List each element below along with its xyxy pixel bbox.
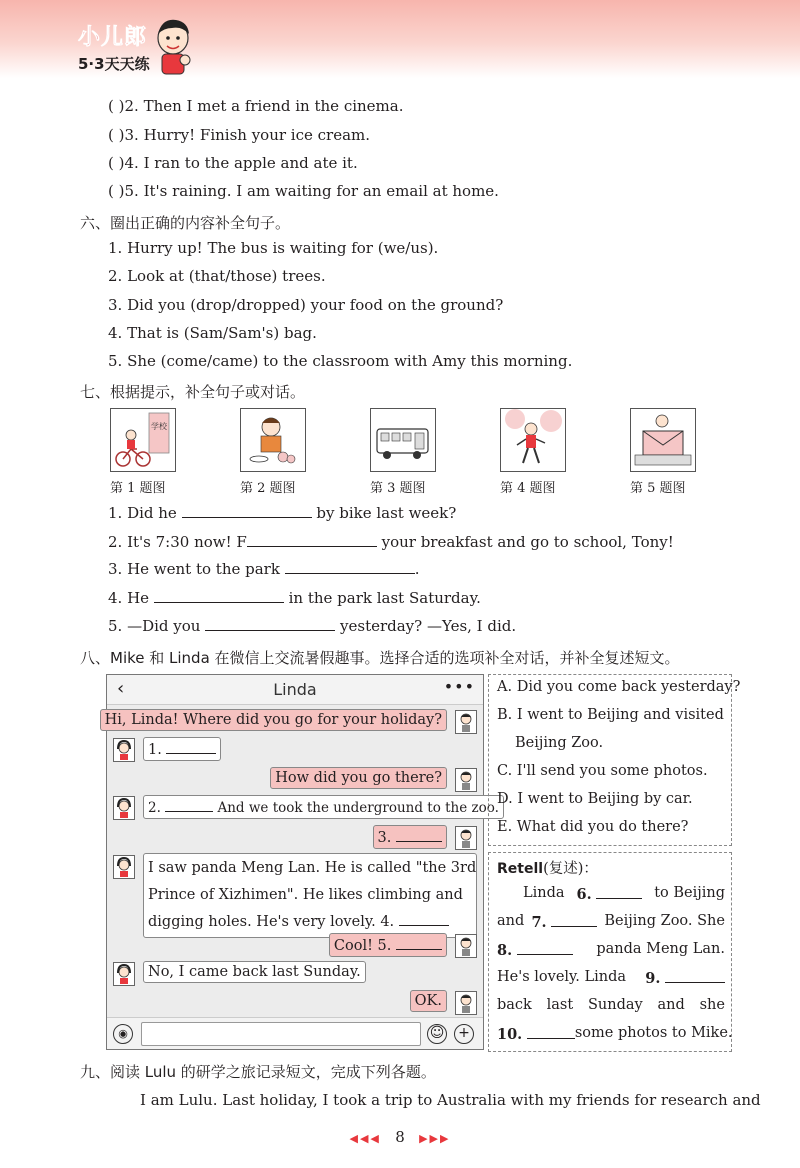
section6-title: 六、圈出正确的内容补全句子。 <box>80 214 291 232</box>
retell-title: Retell(复述)： <box>497 861 598 877</box>
list-item: 4. That is (Sam/Sam's) bag. <box>108 324 317 342</box>
list-item: ( )5. It's raining. I am waiting for an email at home. <box>108 182 499 200</box>
boy-breakfast-icon <box>241 409 304 470</box>
answer-blank[interactable] <box>396 936 442 950</box>
linda-avatar-icon <box>113 962 135 986</box>
list-item: 1. Did he by bike last week? <box>108 504 457 522</box>
mike-avatar-icon <box>455 768 477 792</box>
boy-on-bike-icon <box>111 409 174 470</box>
answer-paren[interactable]: ( ) <box>108 154 125 172</box>
list-item: 1. Hurry up! The bus is waiting for (we/us). <box>108 239 439 257</box>
option-e: E. What did you do there? <box>497 819 689 835</box>
bus-icon <box>371 409 434 470</box>
caption-2: 第 2 题图 <box>240 481 296 496</box>
linda-avatar-icon <box>113 796 135 820</box>
chat-window <box>104 674 499 1050</box>
answer-blank[interactable] <box>247 533 377 547</box>
chat-bubble-mike: OK. <box>410 990 447 1012</box>
retell-line: back last Sunday and she <box>497 997 725 1013</box>
mike-avatar-icon <box>455 991 477 1015</box>
chat-bubble-mike: Cool! 5. <box>329 933 447 957</box>
answer-blank[interactable] <box>551 913 597 927</box>
options-box <box>488 674 741 846</box>
page-number: 8 <box>395 1128 405 1146</box>
chat-bubble-linda: 2. And we took the underground to the zoo. <box>143 795 504 819</box>
voice-icon[interactable]: ◉ <box>113 1024 133 1044</box>
caption-1: 第 1 题图 <box>110 481 166 496</box>
caption-3: 第 3 题图 <box>370 481 426 496</box>
logo <box>78 20 150 74</box>
retell-line: Linda 6. to Beijing <box>523 885 725 903</box>
retell-line: and 7. Beijing Zoo. She <box>497 913 725 931</box>
answer-paren[interactable]: ( ) <box>108 97 125 115</box>
passage-text: I am Lulu. Last holiday, I took a trip to Australia with my friends for research and <box>140 1091 761 1109</box>
back-icon[interactable]: ‹ <box>117 678 125 699</box>
answer-paren[interactable]: ( ) <box>108 182 125 200</box>
section7-title: 七、根据提示，补全句子或对话。 <box>80 383 306 401</box>
prev-arrows-icon: ◀◀◀ <box>349 1132 381 1145</box>
section8-title: 八、Mike 和 Linda 在微信上交流暑假趣事。选择合适的选项补全对话，并补全复述短文。 <box>80 649 680 667</box>
mike-avatar-icon <box>455 826 477 850</box>
mike-avatar-icon <box>455 710 477 734</box>
chat-bubble-linda: No, I came back last Sunday. <box>143 961 366 983</box>
chat-input-bar <box>107 1017 483 1049</box>
retell-line: He's lovely. Linda 9. <box>497 969 725 987</box>
picture-2 <box>240 408 306 472</box>
retell-box <box>488 852 732 1052</box>
answer-blank[interactable] <box>205 617 335 631</box>
answer-blank[interactable] <box>182 504 312 518</box>
linda-avatar-icon <box>113 738 135 762</box>
picture-4 <box>500 408 566 472</box>
list-item: ( )3. Hurry! Finish your ice cream. <box>108 126 371 144</box>
boy-in-park-icon <box>501 409 564 470</box>
caption-4: 第 4 题图 <box>500 481 556 496</box>
answer-blank[interactable] <box>517 941 573 955</box>
linda-avatar-icon <box>113 855 135 879</box>
retell-line: 8. panda Meng Lan. <box>497 941 725 959</box>
chat-bubble-linda: 1. <box>143 737 221 761</box>
answer-blank[interactable] <box>596 885 642 899</box>
option-b: B. I went to Beijing and visited <box>497 707 724 723</box>
answer-blank[interactable] <box>154 589 284 603</box>
list-item: ( )2. Then I met a friend in the cinema. <box>108 97 404 115</box>
list-item: 2. Look at (that/those) trees. <box>108 267 326 285</box>
mike-avatar-icon <box>455 934 477 958</box>
more-icon[interactable]: ••• <box>443 677 475 696</box>
caption-5: 第 5 题图 <box>630 481 686 496</box>
chat-header <box>107 675 483 705</box>
list-item: 5. —Did you yesterday? —Yes, I did. <box>108 617 517 635</box>
answer-blank[interactable] <box>396 828 442 842</box>
answer-paren[interactable]: ( ) <box>108 126 125 144</box>
answer-blank[interactable] <box>665 969 725 983</box>
page-number-row <box>0 1128 800 1146</box>
list-item: 3. Did you (drop/dropped) your food on the ground? <box>108 296 504 314</box>
list-item: 2. It's 7:30 now! F your breakfast and go to school, Tony! <box>108 533 674 551</box>
chat-bubble-mike: Hi, Linda! Where did you go for your holiday? <box>100 709 447 731</box>
option-a: A. Did you come back yesterday? <box>497 679 741 695</box>
answer-blank[interactable] <box>527 1025 575 1039</box>
school-sign: 学校 <box>151 422 167 431</box>
answer-blank[interactable] <box>399 912 449 926</box>
option-c: C. I'll send you some photos. <box>497 763 708 779</box>
picture-5 <box>630 408 696 472</box>
plus-icon[interactable]: + <box>454 1024 474 1044</box>
list-item: 5. She (come/came) to the classroom with Amy this morning. <box>108 352 573 370</box>
emoji-icon[interactable]: ☺ <box>427 1024 447 1044</box>
chat-bubble-linda: I saw panda Meng Lan. He is called "the 3rd Prince of Xizhimen". He likes climbing and digging holes. He's very lovely. 4. <box>143 853 477 938</box>
answer-blank[interactable] <box>166 740 216 754</box>
retell-line: 10. some photos to Mike. <box>497 1025 733 1043</box>
next-arrows-icon: ▶▶▶ <box>419 1132 451 1145</box>
picture-3 <box>370 408 436 472</box>
logo-subtitle: 5·3天天练 <box>78 55 150 73</box>
section9-title: 九、阅读 Lulu 的研学之旅记录短文，完成下列各题。 <box>80 1063 436 1081</box>
mascot-icon <box>152 16 194 78</box>
chat-bubble-mike: How did you go there? <box>270 767 447 789</box>
message-input[interactable] <box>141 1022 421 1046</box>
boy-computer-icon <box>631 409 694 470</box>
chat-bubble-mike: 3. <box>373 825 447 849</box>
list-item: 4. He in the park last Saturday. <box>108 589 481 607</box>
answer-blank[interactable] <box>165 798 213 812</box>
list-item: ( )4. I ran to the apple and ate it. <box>108 154 358 172</box>
picture-1 <box>110 408 176 472</box>
answer-blank[interactable] <box>285 560 415 574</box>
option-b-cont: Beijing Zoo. <box>515 735 604 751</box>
chat-title: Linda <box>273 680 317 699</box>
logo-title: 小儿郎 <box>78 25 148 50</box>
list-item: 3. He went to the park . <box>108 560 420 578</box>
option-d: D. I went to Beijing by car. <box>497 791 693 807</box>
